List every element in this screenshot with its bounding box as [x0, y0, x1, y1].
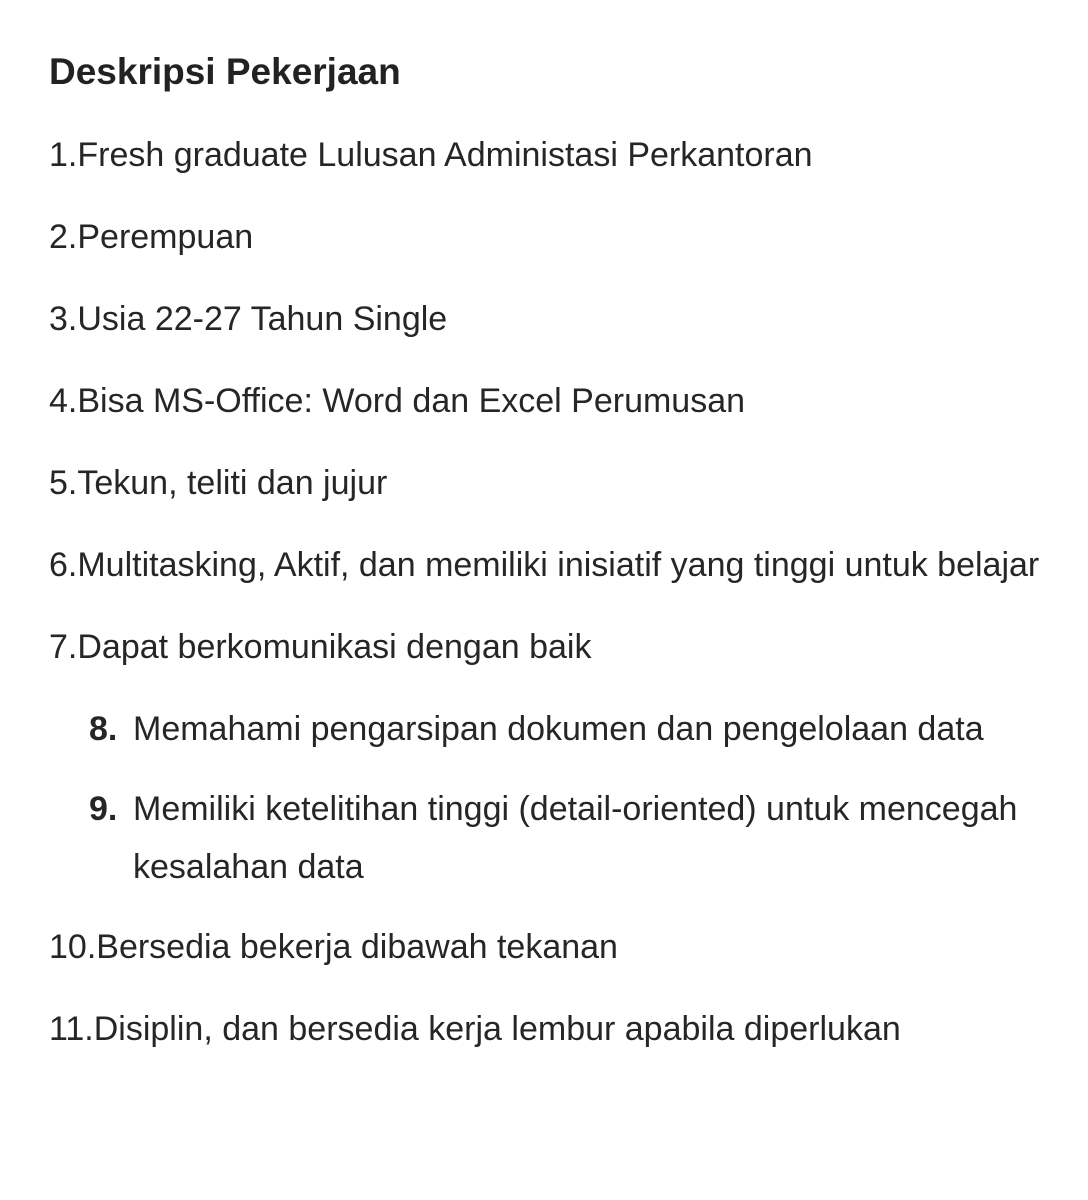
list-number: 9.	[89, 790, 118, 828]
list-item-text: Memiliki ketelitihan tinggi (detail-oriented) untuk mencegah kesalahan data	[133, 790, 1018, 886]
list-number: 8.	[89, 710, 118, 748]
requirement-item-5: 5.Tekun, teliti dan jujur	[49, 464, 388, 502]
requirement-item-1: 1.Fresh graduate Lulusan Administasi Perkantoran	[49, 136, 813, 174]
page-title: Deskripsi Pekerjaan	[49, 51, 401, 92]
list-item-text: Memahami pengarsipan dokumen dan pengelolaan data	[133, 710, 984, 748]
numbered-requirements-list	[49, 700, 1048, 896]
requirement-item-6: 6.Multitasking, Aktif, dan memiliki inisiatif yang tinggi untuk belajar	[49, 546, 1040, 584]
requirement-item-7: 7.Dapat berkomunikasi dengan baik	[49, 628, 592, 666]
requirement-item-8	[49, 700, 1048, 758]
requirement-item-4: 4.Bisa MS-Office: Word dan Excel Perumusan	[49, 382, 746, 420]
requirement-item-3: 3.Usia 22-27 Tahun Single	[49, 300, 448, 338]
requirement-item-10: 10.Bersedia bekerja dibawah tekanan	[49, 928, 618, 966]
requirement-item-11: 11.Disiplin, dan bersedia kerja lembur apabila diperlukan	[49, 1010, 901, 1048]
requirement-item-2: 2.Perempuan	[49, 218, 254, 256]
requirement-item-9	[49, 780, 1048, 896]
